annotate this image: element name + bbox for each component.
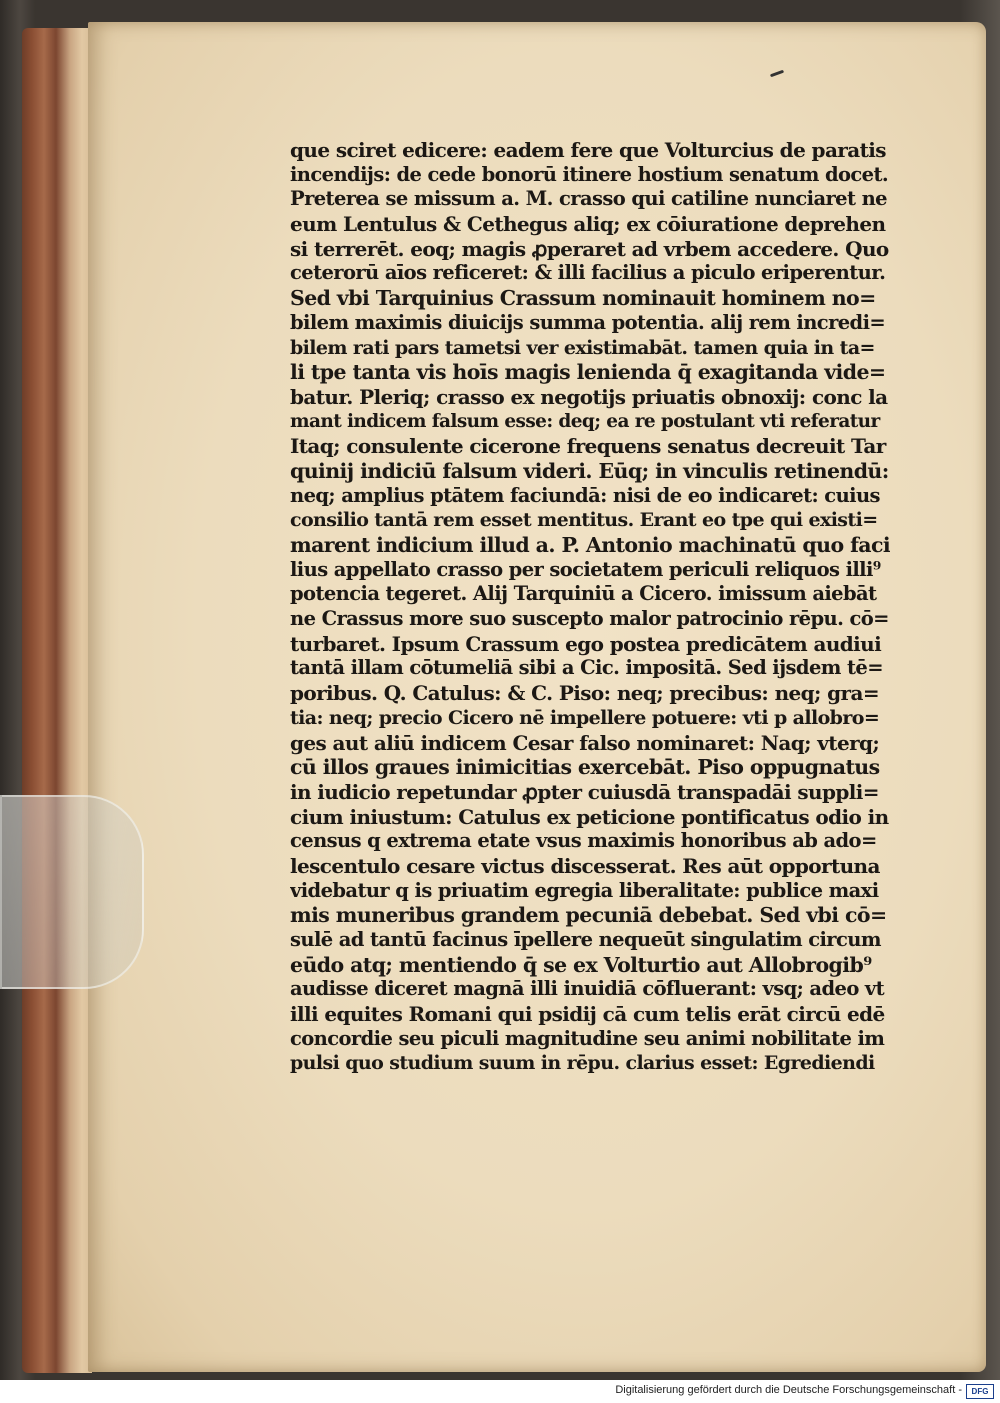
text-line: eum Lentulus & Cethegus aliq; ex cōiuratione deprehen <box>290 212 886 237</box>
text-line: si terrerēt. eoq; magis ꝓperaret ad vrbem accedere. Quo <box>290 236 889 261</box>
footer-credit-text: Digitalisierung gefördert durch die Deutsche Forschungsgemeinschaft - <box>615 1384 962 1396</box>
credit-footer <box>0 1380 1000 1403</box>
text-line: lescentulo cesare victus discesserat. Res aūt opportuna <box>290 853 880 878</box>
text-line: cū illos graues inimicitias exercebāt. Piso oppugnatus <box>290 755 880 780</box>
text-line: turbaret. Ipsum Crassum ego postea predicātem audiui <box>290 631 882 656</box>
text-line: batur. Pleriq; crasso ex negotijs priuatis obnoxij: conc la <box>290 384 888 409</box>
dfg-logo-icon: DFG <box>966 1384 994 1399</box>
text-line: que sciret edicere: eadem fere que Volturcius de paratis <box>290 138 886 162</box>
printed-text-block <box>290 138 890 1076</box>
text-line: sulē ad tantū facinus īpellere nequeūt singulatim circum <box>290 928 881 951</box>
leather-binding <box>22 28 92 1373</box>
text-line: mis muneribus grandem pecuniā debebat. Sed vbi cō= <box>290 903 887 928</box>
text-line: in iudicio repetundar ꝓpter cuiusdā transpadāi suppli= <box>290 779 879 804</box>
text-line: videbatur q is priuatim egregia liberalitate: publice maxi <box>290 878 879 902</box>
text-line: ges aut aliū indicem Cesar falso nominaret: Naq; vterq; <box>290 730 880 755</box>
text-line: census q extrema etate vsus maximis honoribus ab ado= <box>290 829 877 853</box>
text-line: potencia tegeret. Alij Tarquiniū a Cicero. imissum aiebāt <box>290 582 877 606</box>
text-line: bilem rati pars tametsi ver existimabāt. tamen quia in ta= <box>290 336 875 359</box>
text-line: incendijs: de cede bonorū itinere hostium senatum docet. <box>290 162 889 186</box>
text-line: tantā illam cōtumeliā sibi a Cic. impositā. Sed ijsdem tē= <box>290 656 883 680</box>
text-line: bilem maximis diuicijs summa potentia. alij rem incredi= <box>290 310 886 334</box>
text-line: neq; amplius ptātem faciundā: nisi de eo indicaret: cuius <box>290 483 880 507</box>
text-line: li tpe tanta vis hoīs magis lenienda q̄ exagitanda vide= <box>290 360 886 385</box>
text-line: eūdo atq; mentiendo q̄ se ex Volturtio aut Allobrogib⁹ <box>290 952 872 977</box>
text-line: Sed vbi Tarquinius Crassum nominauit hominem no= <box>290 286 876 311</box>
text-line: poribus. Q. Catulus: & C. Piso: neq; precibus: neq; gra= <box>290 681 879 706</box>
text-line: audisse diceret magnā illi inuidiā cōfluerant: vsq; adeo vt <box>290 977 885 1001</box>
text-line: quinij indiciū falsum videri. Eūq; in vinculis retinendū: <box>290 458 889 483</box>
text-line: mant indicem falsum esse: deq; ea re postulant vti referatur <box>290 410 880 432</box>
text-line: tia: neq; precio Cicero nē impellere potuere: vti p allobro= <box>290 706 880 729</box>
text-line: marent indicium illud a. P. Antonio machinatū quo faci <box>290 533 890 557</box>
text-line: ne Crassus more suo suscepto malor patrocinio rēpu. cō= <box>290 607 889 631</box>
text-line: consilio tantā rem esset mentitus. Erant eo tpe qui existi= <box>290 509 878 532</box>
text-line: Itaq; consulente cicerone frequens senatus decreuit Tar <box>290 434 886 459</box>
text-line: illi equites Romani qui psidij cā cum telis erāt circū edē <box>290 1002 885 1027</box>
text-line: pulsi quo studium suum in rēpu. clarius esset: Egrediendi <box>290 1052 875 1075</box>
plastic-clip <box>0 795 144 989</box>
text-line: ceterorū aīos reficeret: & illi facilius a piculo eriperentur. <box>290 261 886 285</box>
text-line: Preterea se missum a. M. crasso qui catiline nunciaret ne <box>290 187 887 211</box>
text-line: cium iniustum: Catulus ex peticione pontificatus odio in <box>290 804 889 829</box>
text-line: concordie seu piculi magnitudine seu animi nobilitate im <box>290 1026 885 1050</box>
text-line: lius appellato crasso per societatem periculi reliquos illi⁹ <box>290 557 881 581</box>
